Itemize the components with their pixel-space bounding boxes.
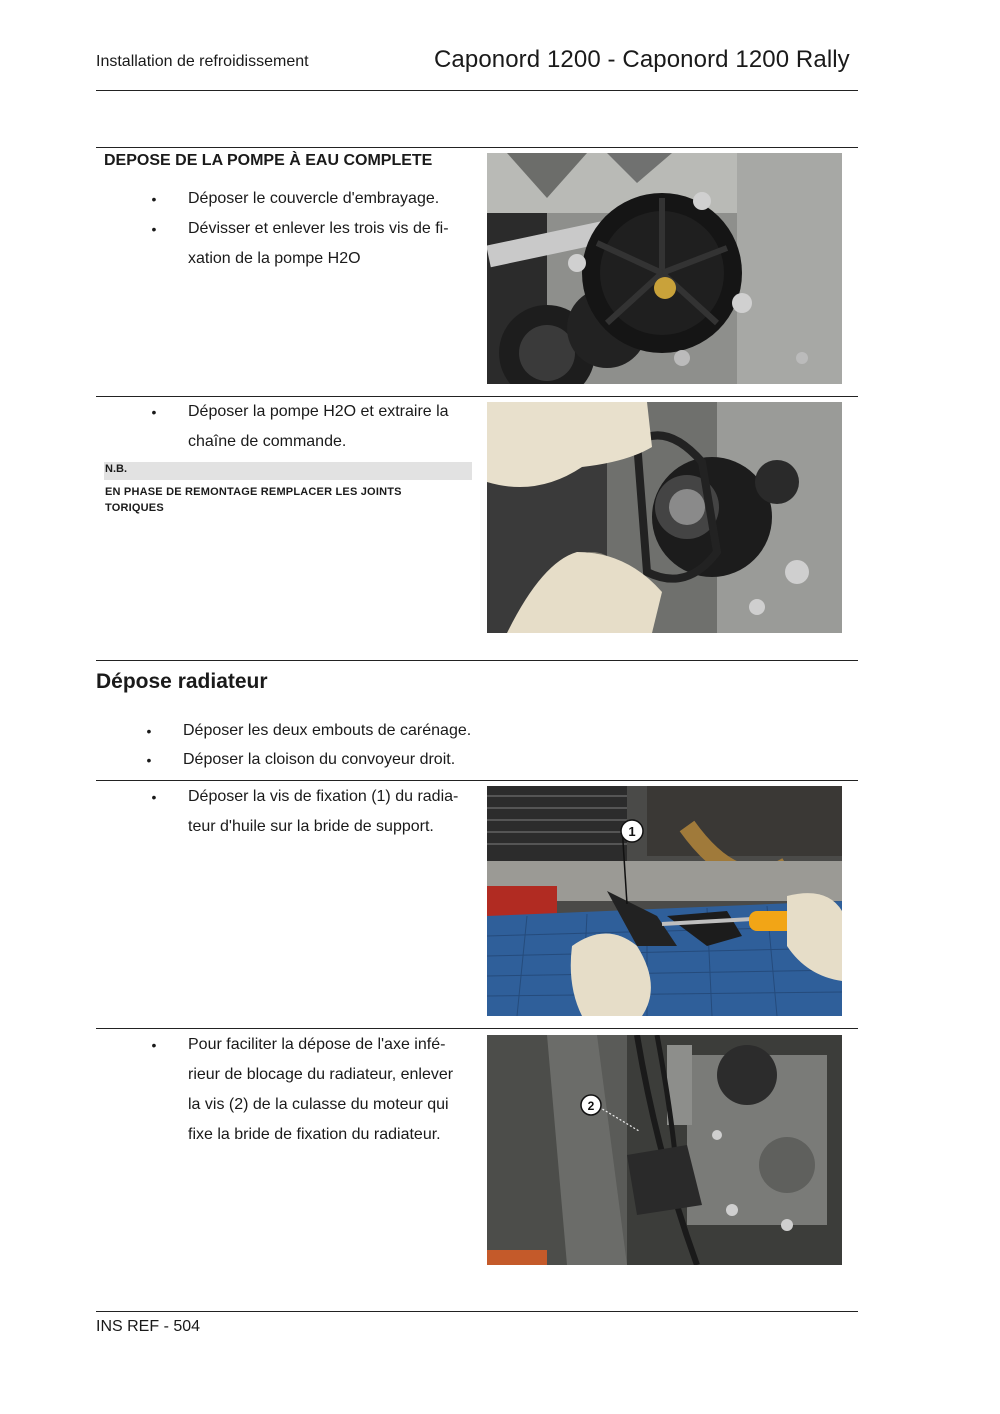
- header-rule: [96, 90, 858, 91]
- bullet-item: [143, 745, 543, 775]
- bullet-dot: •: [146, 723, 152, 739]
- bullet-item: [143, 716, 543, 746]
- bullet-dot: •: [151, 1037, 157, 1053]
- section-rule: [96, 147, 858, 148]
- bullet-item: [148, 214, 478, 274]
- section-title-water-pump: DEPOSE DE LA POMPE À EAU COMPLETE: [104, 152, 433, 169]
- bullet-item: [148, 397, 478, 457]
- section-rule: [96, 660, 858, 661]
- bullet-item: [148, 184, 478, 214]
- note-line: EN PHASE DE REMONTAGE REMPLACER LES JOINTS: [105, 486, 402, 498]
- callout-1: 1: [628, 824, 636, 839]
- bullet-text: chaîne de commande.: [188, 433, 347, 450]
- note-bar: [104, 462, 472, 480]
- note-label: N.B.: [105, 463, 127, 475]
- bullet-text: teur d'huile sur la bride de support.: [188, 818, 434, 835]
- bullet-dot: •: [146, 752, 152, 768]
- bullet-dot: •: [151, 404, 157, 420]
- photo-oil-cooler-screw: [487, 786, 842, 1016]
- bullet-text: Déposer le couvercle d'embrayage.: [188, 190, 440, 207]
- bullet-item: [148, 782, 478, 842]
- section-rule: [96, 780, 858, 781]
- bullet-text: Déposer la cloison du convoyeur droit.: [183, 751, 456, 768]
- section-name: Installation de refroidissement: [96, 53, 309, 70]
- bullet-text: xation de la pompe H2O: [188, 250, 361, 267]
- callout-2: 2: [587, 1099, 595, 1113]
- bullet-text: Déposer la vis de fixation (1) du radia-: [188, 788, 459, 805]
- photo-water-pump-cover: [487, 153, 842, 384]
- bullet-text: Déposer la pompe H2O et extraire la: [188, 403, 449, 420]
- section-rule: [96, 1028, 858, 1029]
- section-title-radiator: Dépose radiateur: [96, 670, 268, 693]
- bullet-dot: •: [151, 789, 157, 805]
- manual-title: Caponord 1200 - Caponord 1200 Rally: [434, 46, 850, 73]
- bullet-text: rieur de blocage du radiateur, enlever: [188, 1066, 454, 1083]
- photo-pump-removal: [487, 402, 842, 633]
- bullet-dot: •: [151, 221, 157, 237]
- footer-rule: [96, 1311, 858, 1312]
- bullet-text: la vis (2) de la culasse du moteur qui: [188, 1096, 449, 1113]
- bullet-text: Pour faciliter la dépose de l'axe infé-: [188, 1036, 446, 1053]
- bullet-text: fixe la bride de fixation du radiateur.: [188, 1126, 441, 1143]
- bullet-item: [148, 1030, 478, 1150]
- photo-cylinder-head-screw: [487, 1035, 842, 1265]
- bullet-text: Dévisser et enlever les trois vis de fi-: [188, 220, 449, 237]
- page-reference: INS REF - 504: [96, 1318, 201, 1335]
- bullet-text: Déposer les deux embouts de carénage.: [183, 722, 472, 739]
- note-line: TORIQUES: [105, 502, 164, 514]
- bullet-dot: •: [151, 191, 157, 207]
- note-text: [105, 484, 470, 516]
